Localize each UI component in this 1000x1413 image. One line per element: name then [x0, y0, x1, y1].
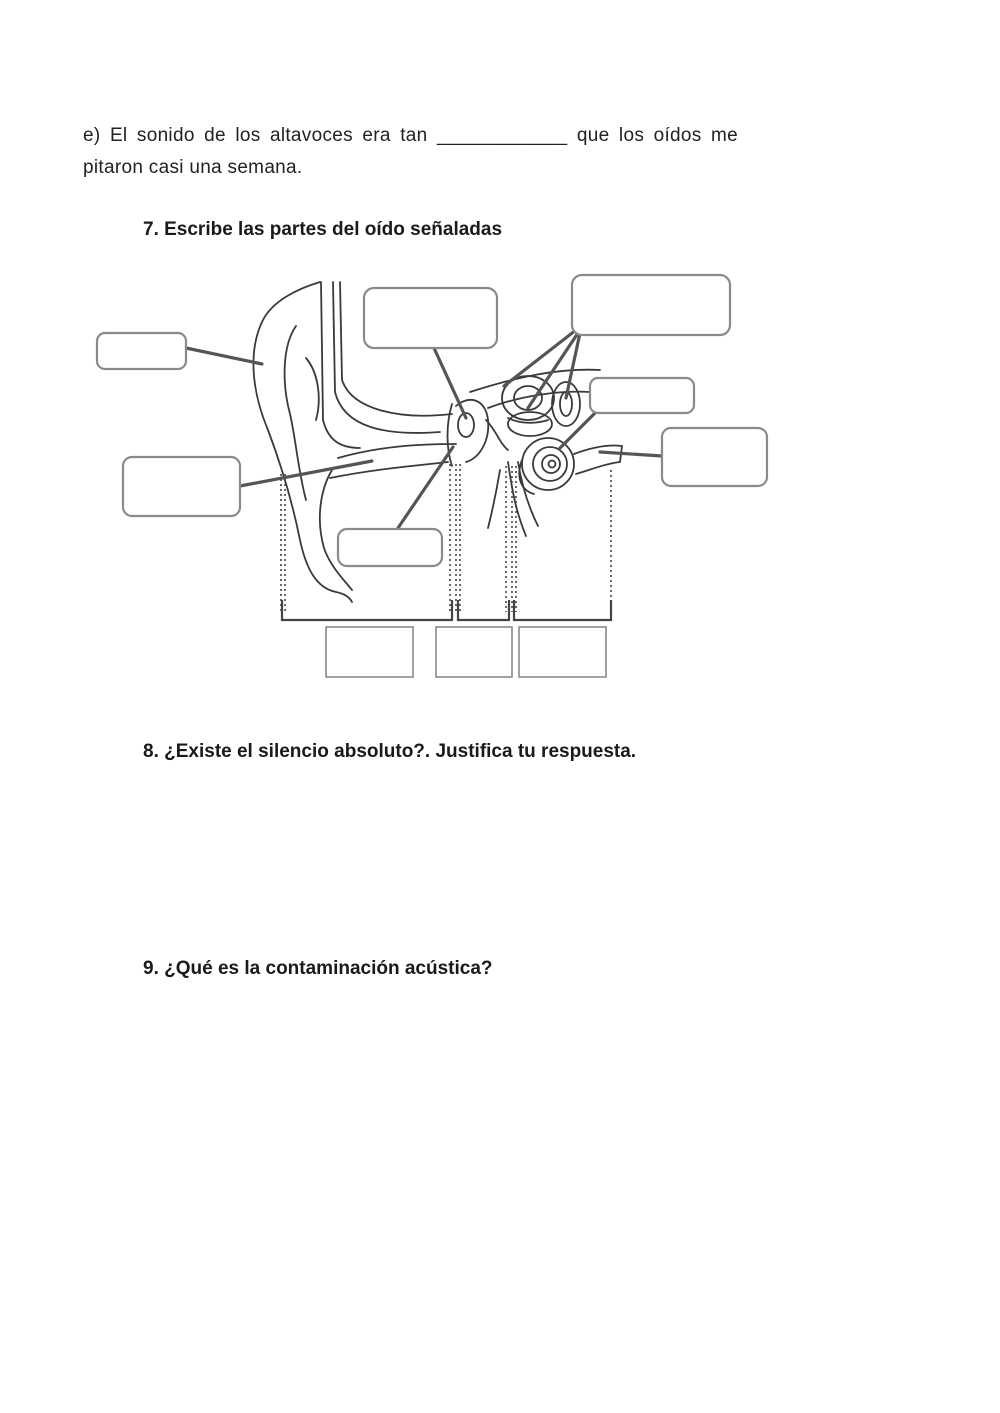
label-box-cochlea[interactable] [590, 378, 694, 413]
label-box-semicircular-canals[interactable] [572, 275, 730, 335]
label-box-ear-canal[interactable] [123, 457, 240, 516]
exercise-e-before: e) El sonido de los altavoces era tan [83, 125, 428, 146]
inner-ear-bracket [514, 600, 611, 620]
pointer-auditory-nerve [600, 452, 662, 456]
outer-ear-bracket [282, 600, 452, 620]
answer-box-inner-ear[interactable] [519, 627, 606, 677]
question-9-heading: 9. ¿Qué es la contaminación acústica? [143, 958, 493, 979]
label-box-pinna[interactable] [97, 333, 186, 369]
middle-ear-bracket [458, 600, 509, 620]
label-box-eardrum[interactable] [338, 529, 442, 566]
answer-box-middle-ear[interactable] [436, 627, 512, 677]
ear-diagram [0, 0, 1000, 700]
label-box-auditory-nerve[interactable] [662, 428, 767, 486]
label-box-ossicles[interactable] [364, 288, 497, 348]
question-8-heading: 8. ¿Existe el silencio absoluto?. Justifica tu respuesta. [143, 741, 637, 762]
pointer-eardrum [398, 447, 453, 528]
answer-box-outer-ear[interactable] [326, 627, 413, 677]
pointer-pinna [186, 348, 262, 364]
pointer-ossicles [434, 348, 466, 418]
exercise-e-blank[interactable]: ____________ [437, 125, 568, 146]
exercise-e-after: que los oídos me pitaron casi una semana. [83, 125, 738, 178]
question-7-heading: 7. Escribe las partes del oído señaladas [143, 219, 503, 240]
